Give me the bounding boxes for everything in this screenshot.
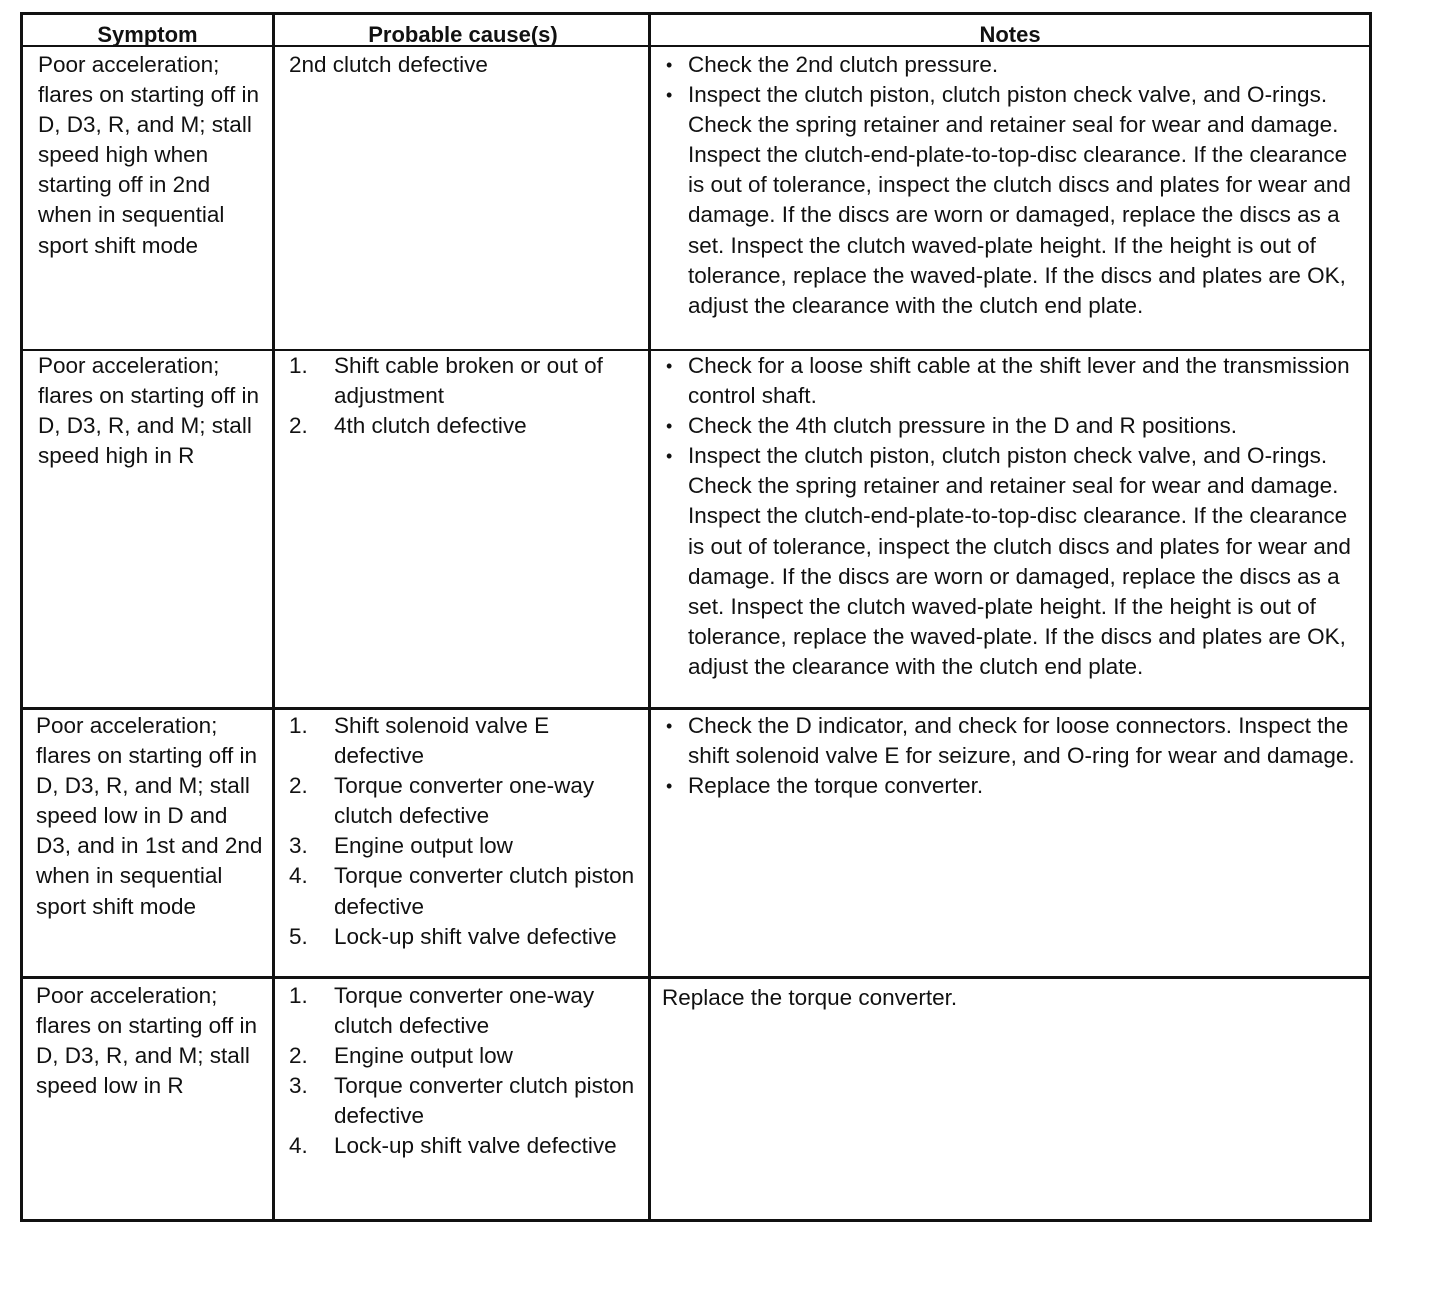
cause-item: 4. Torque converter clutch piston defective [289, 863, 635, 919]
note-item: • Check the 2nd clutch pressure. [658, 50, 1358, 80]
cause-item: 1. Shift solenoid valve E defective [289, 713, 550, 769]
bullet-icon: • [666, 446, 673, 467]
header-probable-causes: Probable cause(s) [368, 22, 558, 47]
cause-item: 2. Torque converter one-way clutch defective [289, 773, 595, 829]
cause-item: 1. Shift cable broken or out of adjustment [289, 353, 603, 409]
column-divider-2 [648, 12, 651, 1222]
row-divider-2 [20, 707, 1372, 710]
table-border-bottom [20, 1219, 1372, 1222]
row-divider-3 [20, 976, 1372, 979]
table-border-top [20, 12, 1372, 15]
cause-item: 2. Engine output low [289, 1043, 513, 1069]
cause-item: 1. Torque converter one-way clutch defective [289, 983, 595, 1039]
table-border-right [1369, 12, 1372, 1222]
note-item: • Inspect the clutch piston, clutch piston check valve, and O-rings. Check the spring retainer and retainer seal for wear and damage. Inspect the clutch-end-plate-to-top-disc clearance. If the clearance is out of tolerance, inspect the clutch discs and plates for wear and damage. If the discs are worn or damaged, replace the discs as a set. Inspect the clutch waved-plate height. If the height is out of tolerance, replace the waved-plate. If the discs and plates are OK, adjust the clearance with the clutch end plate. [666, 82, 1351, 318]
header-symptom: Symptom [97, 22, 198, 47]
bullet-icon: • [666, 55, 673, 75]
row-4-causes [284, 981, 644, 1162]
troubleshooting-table [20, 12, 1372, 1222]
table-border-left [20, 12, 23, 1222]
row-3-symptom: Poor acceleration; flares on starting off in D, D3, R, and M; stall speed low in D and D3, and in 1st and 2nd when in sequential sport shift mode [36, 713, 263, 919]
note-item: • Check the 4th clutch pressure in the D and R positions. [658, 411, 1358, 441]
bullet-icon: • [666, 776, 673, 797]
row-3-notes [658, 711, 1358, 801]
row-2-symptom: Poor acceleration; flares on starting off in D, D3, R, and M; stall speed high in R [38, 353, 259, 469]
row-1-symptom: Poor acceleration; flares on starting off in D, D3, R, and M; stall speed high when starting off in 2nd when in sequential sport shift mode [38, 52, 259, 258]
bullet-icon: • [666, 356, 673, 376]
row-2-notes [658, 351, 1358, 682]
note-item: • Check for a loose shift cable at the shift lever and the transmission control shaft. [666, 353, 1350, 409]
cause-item: 2. 4th clutch defective [289, 413, 527, 439]
row-3-causes [284, 711, 644, 952]
bullet-icon: • [666, 416, 673, 437]
bullet-icon: • [666, 716, 673, 736]
row-1-cause: 2nd clutch defective [289, 52, 488, 77]
column-divider-1 [272, 12, 275, 1222]
cause-item: 3. Engine output low [289, 833, 513, 859]
row-2-causes [284, 351, 644, 441]
cause-item: 5. Lock-up shift valve defective [289, 923, 617, 949]
cause-item: 4. Lock-up shift valve defective [289, 1133, 617, 1159]
note-item: • Inspect the clutch piston, clutch piston check valve, and O-rings. Check the spring retainer and retainer seal for wear and damage. Inspect the clutch-end-plate-to-top-disc clearance. If the clearance is out of tolerance, inspect the clutch discs and plates for wear and damage. If the discs are worn or damaged, replace the discs as a set. Inspect the clutch waved-plate height. If the height is out of tolerance, replace the waved-plate. If the discs and plates are OK, adjust the clearance with the clutch end plate. [666, 443, 1351, 679]
row-1-notes [658, 50, 1358, 321]
row-4-notes: Replace the torque converter. [662, 985, 958, 1010]
cause-item: 3. Torque converter clutch piston defective [289, 1073, 635, 1129]
header-notes: Notes [979, 22, 1041, 47]
note-item: • Check the D indicator, and check for loose connectors. Inspect the shift solenoid valve E for seizure, and O-ring for wear and damage. [666, 713, 1355, 769]
note-item: • Replace the torque converter. [658, 771, 1358, 801]
bullet-icon: • [666, 85, 673, 106]
row-4-symptom: Poor acceleration; flares on starting off in D, D3, R, and M; stall speed low in R [36, 983, 257, 1099]
